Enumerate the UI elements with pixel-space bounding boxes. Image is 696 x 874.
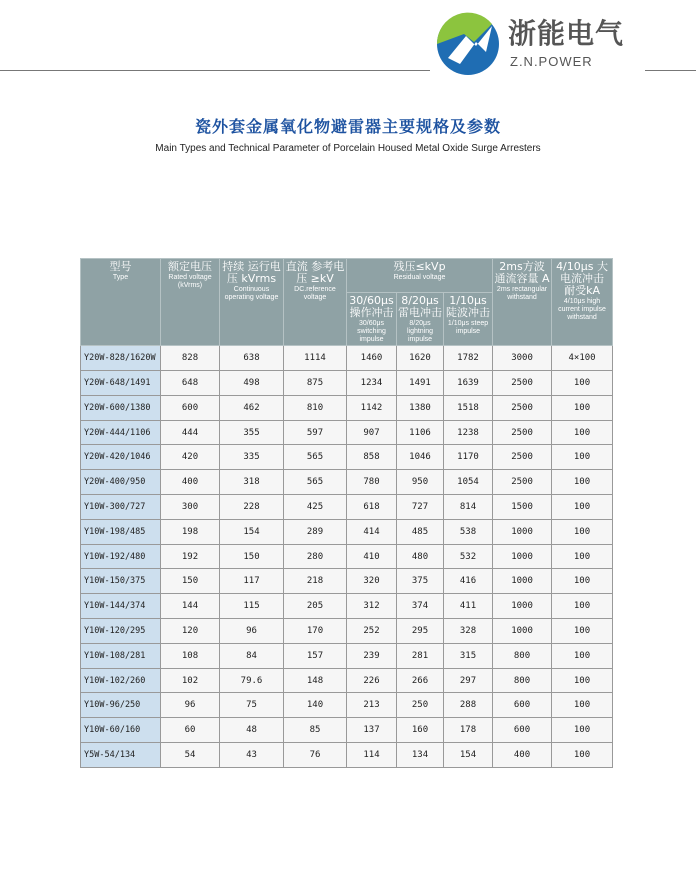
value-cell: 150 [161,569,220,594]
value-cell: 618 [347,495,397,520]
brand-name-cn: 浙能电气 [508,17,625,50]
value-cell: 100 [552,619,613,644]
value-cell: 335 [220,445,284,470]
value-cell: 780 [347,470,397,495]
value-cell: 565 [284,445,347,470]
table-row [81,495,613,520]
brand-name-en: Z.N.POWER [510,54,593,69]
value-cell: 907 [347,420,397,445]
value-cell: 320 [347,569,397,594]
spec-table [80,258,613,768]
value-cell: 414 [347,519,397,544]
value-cell: 858 [347,445,397,470]
type-cell: Y10W-150/375 [81,569,161,594]
table-row [81,470,613,495]
value-cell: 648 [161,371,220,396]
value-cell: 297 [444,668,493,693]
value-cell: 289 [284,519,347,544]
value-cell: 252 [347,619,397,644]
value-cell: 2500 [493,395,552,420]
value-cell: 100 [552,718,613,743]
table-row [81,594,613,619]
value-cell: 400 [493,743,552,768]
type-cell: Y10W-108/281 [81,643,161,668]
page-title-cn: 瓷外套金属氧化物避雷器主要规格及参数 [194,117,501,136]
header-rule-left [0,70,430,71]
value-cell: 160 [397,718,444,743]
value-cell: 328 [444,619,493,644]
value-cell: 425 [284,495,347,520]
value-cell: 565 [284,470,347,495]
value-cell: 96 [220,619,284,644]
type-cell: Y20W-648/1491 [81,371,161,396]
table-row [81,743,613,768]
type-cell: Y20W-828/1620W [81,346,161,371]
value-cell: 727 [397,495,444,520]
type-cell: Y10W-300/727 [81,495,161,520]
value-cell: 205 [284,594,347,619]
value-cell: 218 [284,569,347,594]
value-cell: 600 [161,395,220,420]
brand-logo-icon [436,12,500,76]
value-cell: 295 [397,619,444,644]
value-cell: 1518 [444,395,493,420]
value-cell: 538 [444,519,493,544]
type-cell: Y10W-192/480 [81,544,161,569]
value-cell: 444 [161,420,220,445]
value-cell: 2500 [493,470,552,495]
value-cell: 96 [161,693,220,718]
value-cell: 1142 [347,395,397,420]
value-cell: 600 [493,718,552,743]
value-cell: 318 [220,470,284,495]
value-cell: 134 [397,743,444,768]
value-cell: 800 [493,668,552,693]
table-row [81,445,613,470]
value-cell: 178 [444,718,493,743]
value-cell: 828 [161,346,220,371]
value-cell: 480 [397,544,444,569]
value-cell: 4×100 [552,346,613,371]
value-cell: 148 [284,668,347,693]
value-cell: 2500 [493,445,552,470]
value-cell: 875 [284,371,347,396]
value-cell: 100 [552,668,613,693]
value-cell: 108 [161,643,220,668]
header-rule-right [645,70,696,71]
value-cell: 1500 [493,495,552,520]
value-cell: 1639 [444,371,493,396]
type-cell: Y20W-600/1380 [81,395,161,420]
value-cell: 144 [161,594,220,619]
header-dc-reference: 直流 参考电压 ≥kV DC.reference voltage [284,259,347,346]
value-cell: 100 [552,693,613,718]
value-cell: 157 [284,643,347,668]
value-cell: 100 [552,371,613,396]
value-cell: 266 [397,668,444,693]
value-cell: 600 [493,693,552,718]
value-cell: 950 [397,470,444,495]
value-cell: 420 [161,445,220,470]
value-cell: 228 [220,495,284,520]
value-cell: 84 [220,643,284,668]
header-steep-impulse: 1/10μs 陡波冲击 1/10μs steep impulse [444,293,493,346]
value-cell: 597 [284,420,347,445]
value-cell: 150 [220,544,284,569]
value-cell: 1460 [347,346,397,371]
value-cell: 1000 [493,619,552,644]
value-cell: 100 [552,395,613,420]
table-row [81,668,613,693]
value-cell: 100 [552,470,613,495]
value-cell: 355 [220,420,284,445]
value-cell: 814 [444,495,493,520]
value-cell: 100 [552,594,613,619]
header-residual-voltage: 残压≤kVp Residual voltage [347,259,493,293]
table-row [81,371,613,396]
value-cell: 140 [284,693,347,718]
value-cell: 280 [284,544,347,569]
page-title-en: Main Types and Technical Parameter of Porcelain Housed Metal Oxide Surge Arresters [155,143,541,154]
value-cell: 638 [220,346,284,371]
value-cell: 1234 [347,371,397,396]
value-cell: 226 [347,668,397,693]
value-cell: 374 [397,594,444,619]
value-cell: 1000 [493,519,552,544]
value-cell: 2500 [493,371,552,396]
value-cell: 102 [161,668,220,693]
type-cell: Y10W-120/295 [81,619,161,644]
value-cell: 85 [284,718,347,743]
type-cell: Y20W-400/950 [81,470,161,495]
value-cell: 213 [347,693,397,718]
value-cell: 462 [220,395,284,420]
value-cell: 100 [552,544,613,569]
value-cell: 1000 [493,594,552,619]
value-cell: 239 [347,643,397,668]
header-switching-impulse: 30/60μs 操作冲击 30/60μs switching impulse [347,293,397,346]
value-cell: 281 [397,643,444,668]
header-lightning-impulse: 8/20μs 雷电冲击 8/20μs lightning impulse [397,293,444,346]
value-cell: 100 [552,420,613,445]
value-cell: 120 [161,619,220,644]
value-cell: 192 [161,544,220,569]
value-cell: 315 [444,643,493,668]
value-cell: 1380 [397,395,444,420]
value-cell: 100 [552,643,613,668]
header-type: 型号 Type [81,259,161,346]
value-cell: 532 [444,544,493,569]
value-cell: 1000 [493,569,552,594]
value-cell: 1106 [397,420,444,445]
value-cell: 1238 [444,420,493,445]
value-cell: 1782 [444,346,493,371]
value-cell: 79.6 [220,668,284,693]
value-cell: 115 [220,594,284,619]
value-cell: 198 [161,519,220,544]
value-cell: 400 [161,470,220,495]
value-cell: 1620 [397,346,444,371]
table-row [81,395,613,420]
value-cell: 170 [284,619,347,644]
type-cell: Y20W-420/1046 [81,445,161,470]
value-cell: 75 [220,693,284,718]
value-cell: 100 [552,445,613,470]
value-cell: 117 [220,569,284,594]
table-row [81,544,613,569]
value-cell: 1170 [444,445,493,470]
table-row [81,519,613,544]
value-cell: 2500 [493,420,552,445]
type-cell: Y20W-444/1106 [81,420,161,445]
header-high-current: 4/10μs 大电流冲击 耐受kA 4/10μs high current impulse withstand [552,259,613,346]
value-cell: 154 [444,743,493,768]
table-row [81,643,613,668]
value-cell: 1046 [397,445,444,470]
type-cell: Y10W-60/160 [81,718,161,743]
type-cell: Y10W-198/485 [81,519,161,544]
value-cell: 410 [347,544,397,569]
value-cell: 76 [284,743,347,768]
value-cell: 416 [444,569,493,594]
value-cell: 411 [444,594,493,619]
table-row [81,420,613,445]
header-continuous-voltage: 持续 运行电压 kVrms Continuous operating voltage [220,259,284,346]
value-cell: 60 [161,718,220,743]
value-cell: 100 [552,569,613,594]
value-cell: 154 [220,519,284,544]
value-cell: 300 [161,495,220,520]
value-cell: 48 [220,718,284,743]
value-cell: 1000 [493,544,552,569]
value-cell: 250 [397,693,444,718]
type-cell: Y10W-144/374 [81,594,161,619]
value-cell: 288 [444,693,493,718]
table-row [81,346,613,371]
value-cell: 1054 [444,470,493,495]
table-row [81,619,613,644]
value-cell: 810 [284,395,347,420]
table-row [81,718,613,743]
value-cell: 3000 [493,346,552,371]
value-cell: 1491 [397,371,444,396]
table-row [81,693,613,718]
value-cell: 1114 [284,346,347,371]
value-cell: 100 [552,495,613,520]
value-cell: 800 [493,643,552,668]
type-cell: Y5W-54/134 [81,743,161,768]
type-cell: Y10W-102/260 [81,668,161,693]
value-cell: 100 [552,519,613,544]
table-row [81,569,613,594]
value-cell: 485 [397,519,444,544]
value-cell: 114 [347,743,397,768]
type-cell: Y10W-96/250 [81,693,161,718]
header-rectangular-withstand: 2ms方波 通流容量 A 2ms rectangular withstand [493,259,552,346]
value-cell: 498 [220,371,284,396]
value-cell: 312 [347,594,397,619]
value-cell: 137 [347,718,397,743]
value-cell: 100 [552,743,613,768]
header-rated-voltage: 额定电压 Rated voltage (kVrms) [161,259,220,346]
value-cell: 375 [397,569,444,594]
value-cell: 54 [161,743,220,768]
value-cell: 43 [220,743,284,768]
